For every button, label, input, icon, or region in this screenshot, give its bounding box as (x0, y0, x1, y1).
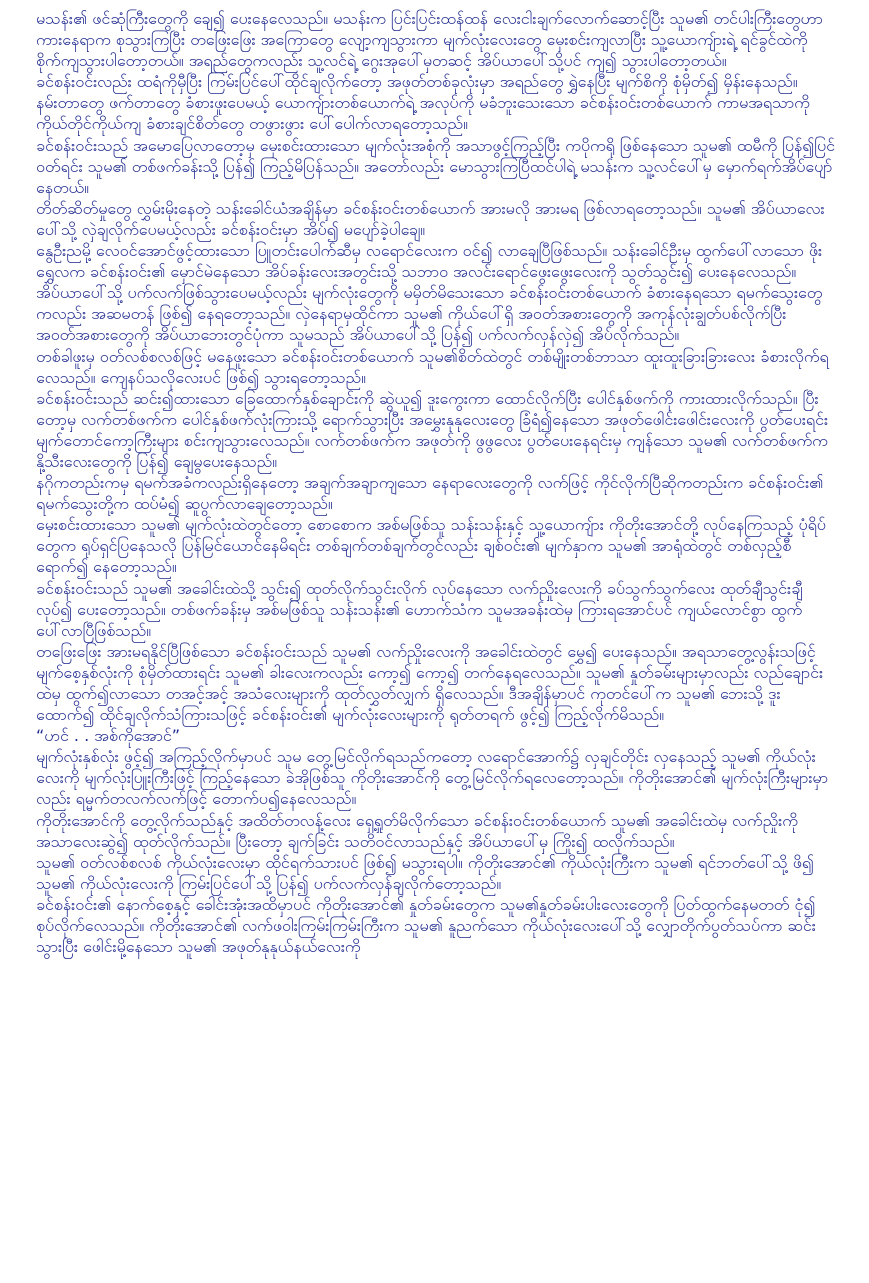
paragraph-17: သူမ၏ ဝတ်လစ်စလစ် ကိုယ်လုံးလေးမှာ ထိုင်ရက်သားပင် ဖြစ်၍ မသွားရပါ။ ကိုတိုးအောင်၏ ကိုယ်လုံးကြီးက သူမ၏ ရင်ဘတ်ပေါ်သို့ ဖိ၍ သူမ၏ ကိုယ်လုံးလေးကို ကြမ်းပြင်ပေါ်သို့ ပြန်၍ ပက်လက်လှန်ချလိုက်တော့သည်။ (36, 852, 814, 893)
paragraph-6: နွေဦးညမို့ လေဝင်အောင်ဖွင့်ထားသော ပြူတင်းပေါက်ဆီမှ လရောင်လေးက ဝင်၍ လာချေပြီဖြစ်သည်။ သန်းခေါင်ဦးမှ ထွက်ပေါ်လာသော ဖိုးရွှေလက ခင်စန်းဝင်း၏ မှောင်မဲနေသော အိပ်ခန်းလေးအတွင်းသို့ သဘာဝ အလင်းရောင်ဖွေးဖွေးလေးကို သွတ်သွင်း၍ ပေးနေလေသည်။ (36, 241, 823, 282)
paragraph-8: တစ်ခါဖူးမှ ဝတ်လစ်စလစ်ဖြင့် မနေဖူးသော ခင်စန်းဝင်းတစ်ယောက် သူမ၏စိတ်ထဲတွင် တစ်မျိုးတစ်ဘာသာ ထူးထူးခြားခြားလေး ခံစားလိုက်ရလေသည်။ ကျေနပ်သလိုလေးပင် ဖြစ်၍ သွားရတော့သည်။ (36, 346, 829, 387)
paragraph-10: နဂိုကတည်းကမှ ရမက်အခံကလည်းရှိနေတော့ အချက်အချာကျသော နေရာလေးတွေကို လက်ဖြင့် ကိုင်လိုက်ပြီဆိုကတည်းက ခင်စန်းဝင်း၏ ရမက်သွေးတို့က ထပ်မံ၍ ဆူပွက်လာချေတော့သည်။ (36, 473, 824, 514)
paragraph-4: ခင်စန်းဝင်းသည် အမောပြေလာတော့မှ မှေးစင်းထားသော မျက်လုံးအစုံကို အသာဖွင့်ကြည့်ပြီး ကပိုကရို ဖြစ်နေသော သူမ၏ ထမီကို ပြန်၍ပြင်ဝတ်ရင်း သူမ၏ တစ်ဖက်ခန်းသို့ ပြန်၍ ကြည့်မိပြန်သည်။ အတော်လည်း မောသွားကြပြီထင်ပါရဲ့ မသန်းက သူ့လင်ပေါ်မှ မှောက်ရက်အိပ်ပျော်နေတယ်။ (36, 135, 835, 197)
paragraph-2: ခင်စန်းဝင်းလည်း ထရံကိုမှီပြီး ကြမ်းပြင်ပေါ်ထိုင်ချလိုက်တော့ အဖုတ်တစ်ခုလုံးမှာ အရည်တွေ ရွှဲနေပြီး မျက်စိကို စုံမှိတ်၍ မှိန်းနေသည်။ (36, 72, 798, 92)
paragraph-3: နမ်းတာတွေ ဖက်တာတွေ ခံစားဖူးပေမယ့် ယောကျ်ားတစ်ယောက်ရဲ့ အလုပ်ကို မခံဘူးသေးသော ခင်စန်းဝင်းတစ်ယောက် ကာမအရသာကို ကိုယ်တိုင်ကိုယ်ကျ ခံစားချင်စိတ်တွေ တဖွားဖွား ပေါ်ပေါက်လာရတော့သည်။ (36, 93, 810, 134)
paragraph-13: တဖြေးဖြေး အားမရနိုင်ပြီဖြစ်သော ခင်စန်းဝင်းသည် သူမ၏ လက်ညှိုးလေးကို အခေါင်းထဲတွင် မွှေ၍ ပေးနေသည်။ အရသာတွေ့လွန်းသဖြင့် မျက်စေ့နှစ်လုံးကို စုံမှိတ်ထားရင်း သူမ၏ ခါးလေးကလည်း ကော့၍ ကော့၍ တက်နေရလေသည်။ သူမ၏ နှုတ်ခမ်းများမှာလည်း လည်ချောင်းထဲမှ ထွက်၍လာသော တအင့်အင့် အသံလေးများကို ထုတ်လွှတ်လျှက် ရှိလေသည်။ ဒီအချိန်မှာပင် ကုတင်ပေါ်က သူမ၏ ဘေးသို့ ဒူးထောက်၍ ထိုင်ချလိုက်သံကြားသဖြင့် ခင်စန်းဝင်း၏ မျက်လုံးလေးများကို ရုတ်တရက် ဖွင့်၍ ကြည့်လိုက်မိသည်။ (36, 641, 824, 725)
paragraph-1: မသန်း၏ ဖင်ဆုံကြီးတွေကို ချေ၍ ပေးနေလေသည်။ မသန်းက ပြင်းပြင်းထန်ထန် လေးငါးချက်လောက်ဆောင့်ပြီး သူမ၏ တင်ပါးကြီးတွေဟာ ကားနေရာက စုသွားကြပြီး တဖြေးဖြေး အကြောတွေ လျော့ကျသွားကာ မျက်လုံးလေးတွေ မှေးစင်းကျလာပြီး သူ့ယောကျ်ားရဲ့ ရင်ခွင်ထဲကို စိုက်ကျသွားပါတော့တယ်။ အရည်တွေကလည်း သူ့လင်ရဲ့ ဂွေးအုပေါ်မှတဆင့် အိပ်ယာပေါ်သို့ပင် ကျ၍ သွားပါတော့တယ်။ (36, 9, 823, 71)
paragraph-9: ခင်စန်းဝင်းသည် ဆင်း၍ထားသော ခြေထောက်နှစ်ချောင်းကို ဆွဲယူ၍ ဒူးကွေးကာ ထောင်လိုက်ပြီး ပေါင်နှစ်ဖက်ကို ကားထားလိုက်သည်။ ပြီးတော့မှ လက်တစ်ဖက်က ပေါင်နှစ်ဖက်လုံးကြားသို့ ရောက်သွားပြီး အမွှေးနုနုလေးတွေ ခြံရံ၍နေသော အဖုတ်ဖေါင်းဖေါင်းလေးကို ပွတ်ပေးရင်း မျက်တောင်ကော့ကြီးများ စင်းကျသွားလေသည်။ လက်တစ်ဖက်က အဖုတ်ကို ဖွဖွလေး ပွတ်ပေးနေရင်းမှ ကျန်သော သူမ၏ လက်တစ်ဖက်က နို့သီးလေးတွေကို ပြန်၍ ချေမွပေးနေသည်။ (36, 388, 829, 471)
paragraph-7: အိပ်ယာပေါ်သို့ ပက်လက်ဖြစ်သွားပေမယ့်လည်း မျက်လုံးတွေကို မမှိတ်မိသေးသော ခင်စန်းဝင်းတစ်ယောက် ခံစားနေရသော ရမက်သွေးတွေကလည်း အဆမတန် ဖြစ်၍ နေရတော့သည်။ လှဲနေရာမှထိုင်ကာ သူမ၏ ကိုယ်ပေါ်ရှိ အဝတ်အစားတွေကို အကုန်လုံးချွတ်ပစ်လိုက်ပြီး အဝတ်အစားတွေကို အိပ်ယာဘေးတွင်ပုံကာ သူမသည် အိပ်ယာပေါ်သို့ ပြန်၍ ပက်လက်လှန်လှဲ၍ အိပ်လိုက်သည်။ (36, 283, 823, 345)
dialogue-line: “ဟင် . . အစ်ကိုအောင်” (36, 726, 181, 746)
paragraph-5: တိတ်ဆိတ်မှုတွေ လွှမ်းမိုးနေတဲ့ သန်းခေါင်ယံအချိန်မှာ ခင်စန်းဝင်းတစ်ယောက် အားမလို အားမရ ဖြစ်လာရတော့သည်။ သူမ၏ အိပ်ယာလေးပေါ်သို့ လှဲချလိုက်ပေမယ့်လည်း ခင်စန်းဝင်းမှာ အိပ်၍ မပျော်ခဲ့ပါချေ။ (36, 198, 825, 239)
story-page (36, 8, 836, 957)
paragraph-12: ခင်စန်းဝင်းသည် သူမ၏ အခေါင်းထဲသို့ သွင်း၍ ထုတ်လိုက်သွင်းလိုက် လုပ်နေသော လက်ညှိုးလေးကို ခပ်သွက်သွက်လေး ထုတ်ချီသွင်းချီ လုပ်၍ ပေးတော့သည်။ တစ်ဖက်ခန်းမှ အစ်မဖြစ်သူ သန်းသန်း၏ ဟောက်သံက သူမအခန်းထဲမှ ကြားရအောင်ပင် ကျယ်လောင်စွာ ထွက်ပေါ်လာပြီဖြစ်သည်။ (36, 578, 803, 640)
paragraph-15: မျက်လုံးနှစ်လုံး ဖွင့်၍ အကြည့်လိုက်မှာပင် သူမ တွေ့မြင်လိုက်ရသည်ကတော့ လရောင်အောက်၌ လှချင်တိုင်း လှနေသည့် သူမ၏ ကိုယ်လုံးလေးကို မျက်လုံးပြူးကြီးဖြင့် ကြည့်နေသော ခဲအိုဖြစ်သူ ကိုတိုးအောင်ကို တွေ့မြင်လိုက်ရလေတော့သည်။ ကိုတိုးအောင်၏ မျက်လုံးကြီးများမှာလည်း ရမ္မက်တလက်လက်ဖြင့် တောက်ပ၍နေလေသည်။ (36, 747, 829, 809)
paragraph-18: ခင်စန်းဝင်း၏ နောက်စေ့နှင့် ခေါင်းအုံးအထိမှာပင် ကိုတိုးအောင်၏ နှုတ်ခမ်းတွေက သူမ၏နှုတ်ခမ်းပါးလေးတွေကို ပြတ်ထွက်နေမတတ် ငုံ၍ စုပ်လိုက်လေသည်။ ကိုတိုးအောင်၏ လက်ဖဝါးကြမ်းကြမ်းကြီးက သူမ၏ နူညက်သော ကိုယ်လုံးလေးပေါ်သို့ လျှောတိုက်ပွတ်သပ်ကာ ဆင်းသွားပြီး ဖေါင်းမို့နေသော သူမ၏ အဖုတ်နုနုယ်နယ်လေးကို (36, 894, 816, 957)
paragraph-16: ကိုတိုးအောင်ကို တွေ့လိုက်သည်နှင့် အထိတ်တလန့်လေး ရှေ့ရှုတ်မိလိုက်သော ခင်စန်းဝင်းတစ်ယောက် သူမ၏ အခေါင်းထဲမှ လက်ညှိုးကို အသာလေးဆွဲ၍ ထုတ်လိုက်သည်။ ပြီးတော့ ချက်ခြင်း သတိဝင်လာသည်နှင့် အိပ်ယာပေါ်မှ ကြိုး၍ ထလိုက်သည်။ (36, 810, 798, 851)
paragraph-11: မှေးစင်းထားသော သူမ၏ မျက်လုံးထဲတွင်တော့ စောစောက အစ်မဖြစ်သူ သန်းသန်းနှင့် သူ့ယောကျ်ား ကိုတိုးအောင်တို့ လုပ်နေကြသည့် ပုံရိပ်တွေက ရုပ်ရှင်ပြနေသလို ပြန်မြင်ယောင်နေမိရင်း တစ်ချက်တစ်ချက်တွင်လည်း ချစ်ဝင်း၏ မျက်နှာက သူမ၏ အာရုံထဲတွင် တစ်လှည့်စီ ရောက်၍ နေတော့သည်။ (36, 515, 826, 577)
